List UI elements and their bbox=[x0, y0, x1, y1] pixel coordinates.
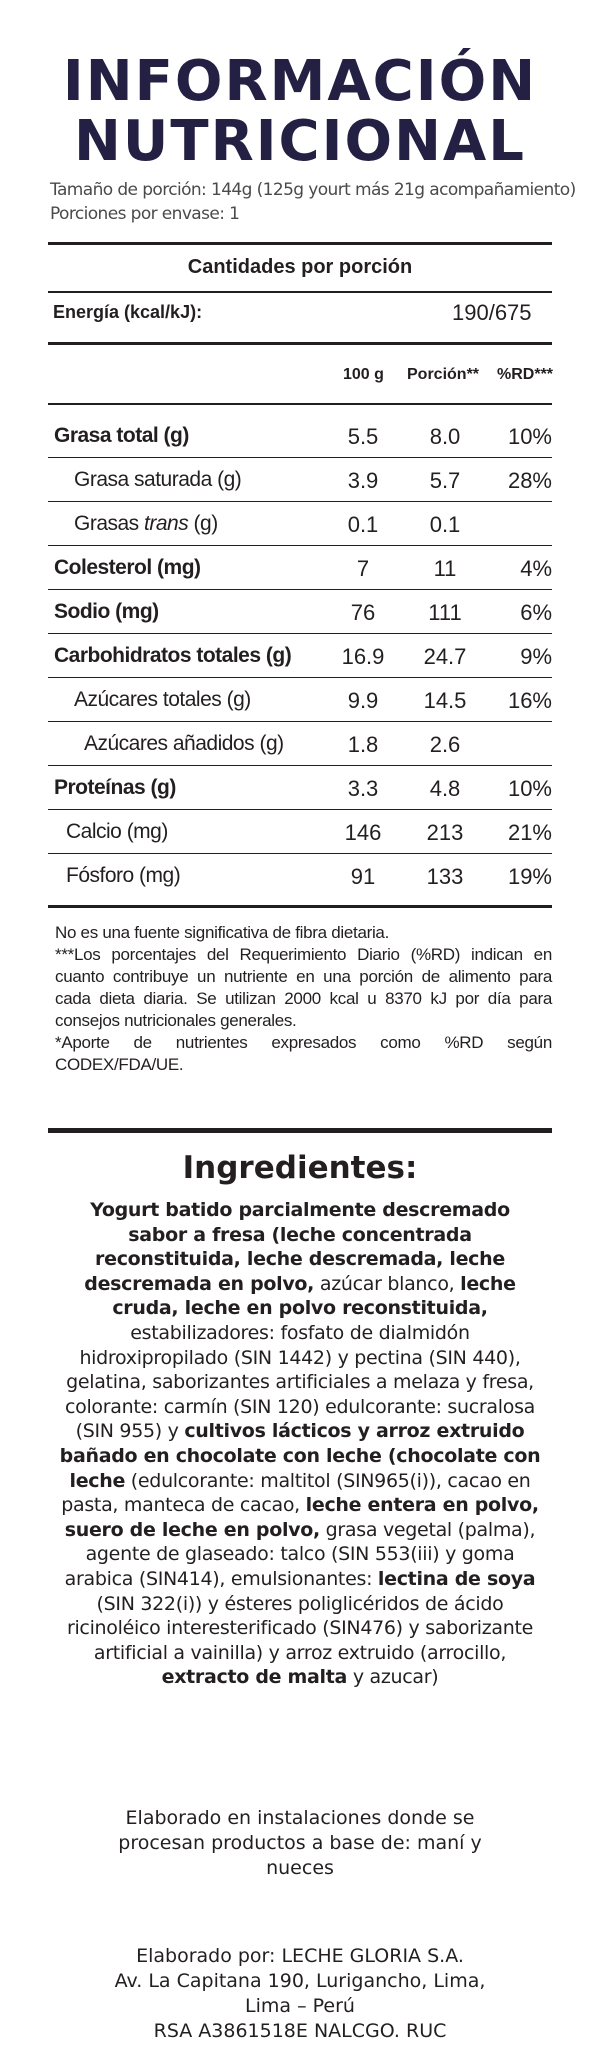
ingredient-highlight: cultivos lácticos y arroz extruido bañado en chocolate con leche (chocolate con leche bbox=[59, 1420, 541, 1492]
table-row bbox=[48, 590, 552, 634]
table-row bbox=[48, 678, 552, 722]
value-per-100g: 91 bbox=[350, 864, 376, 889]
value-per-100g: 9.9 bbox=[347, 688, 379, 713]
table-row bbox=[48, 634, 552, 678]
nutrient-label bbox=[74, 512, 218, 536]
title-line-1: INFORMACIÓN bbox=[62, 49, 538, 114]
ingredient-text: estabilizadores: fosfato de dialmidón hidroxipropilado (SIN 1442) y pectina (SIN 440), gelatina, saborizantes artificiales a melaza y fresa, colorante: carmín (SIN 120) edulcorante: sucralosa (SIN 955) y bbox=[64, 1321, 536, 1443]
page-title bbox=[0, 49, 600, 174]
ingredients-rule bbox=[48, 1128, 552, 1133]
column-header-portion: Porción** bbox=[407, 366, 480, 383]
table-row bbox=[48, 854, 552, 898]
panel-heading: Cantidades por porción bbox=[187, 256, 413, 278]
nutrient-label: Colesterol (mg) bbox=[54, 556, 201, 579]
footnote-fiber: No es una fuente significativa de fibra dietaria. bbox=[55, 923, 390, 942]
manufacturer-line-3: Lima – Perú bbox=[245, 1995, 355, 2017]
value-per-portion: 2.6 bbox=[429, 732, 461, 757]
nutrient-label-italic: trans bbox=[144, 512, 189, 535]
nutrient-label: Carbohidratos totales (g) bbox=[54, 644, 292, 667]
value-per-100g: 146 bbox=[344, 820, 382, 845]
top-rule bbox=[48, 242, 552, 245]
ingredients-title: Ingredientes: bbox=[182, 1150, 418, 1186]
table-row bbox=[48, 722, 552, 766]
column-header-100g: 100 g bbox=[343, 366, 384, 383]
value-per-portion: 8.0 bbox=[429, 424, 461, 449]
nutrient-label: Calcio (mg) bbox=[66, 820, 168, 843]
manufacturer-line-2: Av. La Capitana 190, Lurigancho, Lima, bbox=[114, 1970, 486, 1992]
serving-size: Tamaño de porción: 144g (125g yourt más 21g acompañamiento) bbox=[50, 180, 576, 200]
value-per-portion: 4.8 bbox=[429, 776, 461, 801]
ingredient-text: azúcar blanco, bbox=[314, 1272, 461, 1295]
ingredient-highlight: Yogurt batido parcialmente descremado sabor a fresa (leche concentrada reconstituida, leche descremada, leche descremada en polvo, bbox=[84, 1199, 510, 1295]
allergen-notice: Elaborado en instalaciones donde se procesan productos a base de: maní y nueces bbox=[118, 1807, 482, 1879]
value-rd-percent: 4% bbox=[520, 556, 552, 581]
value-per-portion: 14.5 bbox=[423, 688, 467, 713]
servings-per-container: Porciones por envase: 1 bbox=[50, 204, 240, 224]
ingredient-highlight: leche entera en polvo, suero de leche en polvo, bbox=[64, 1494, 539, 1541]
table-row bbox=[48, 546, 552, 590]
value-per-portion: 24.7 bbox=[423, 644, 467, 669]
value-per-100g: 7 bbox=[356, 556, 370, 581]
nutrient-label: Grasa total (g) bbox=[54, 424, 189, 447]
value-rd-percent: 6% bbox=[520, 600, 552, 625]
ingredient-text: (SIN 322(i)) y ésteres poliglicéridos de ácido ricinoléico interesterificado (SIN476) y saborizante artificial a vainilla) y arroz extruido (arrocillo, bbox=[66, 1592, 534, 1664]
value-per-portion: 0.1 bbox=[429, 512, 461, 537]
value-per-100g: 3.3 bbox=[347, 776, 379, 801]
footnote-rd: ***Los porcentajes del Requerimiento Diario (%RD) indican en cuanto contribuye un nutriente en una porción de alimento para cada dieta diaria. Se utilizan 2000 kcal u 8370 kJ por día para consejos nutricionales generales. bbox=[55, 945, 552, 1030]
value-per-100g: 3.9 bbox=[347, 468, 379, 493]
value-rd-percent: 10% bbox=[507, 424, 552, 449]
table-bottom-rule bbox=[48, 905, 552, 908]
value-rd-percent: 28% bbox=[507, 468, 552, 493]
value-per-100g: 1.8 bbox=[347, 732, 379, 757]
value-per-portion: 5.7 bbox=[429, 468, 461, 493]
nutrient-label: Sodio (mg) bbox=[54, 600, 159, 623]
ingredient-highlight: leche cruda, leche en polvo reconstituida, bbox=[112, 1272, 516, 1320]
nutrient-label-part: (g) bbox=[188, 512, 218, 535]
table-row bbox=[48, 414, 552, 458]
energy-rule bbox=[48, 342, 552, 345]
energy-value: 190/675 bbox=[452, 300, 532, 325]
nutrient-label: Azúcares añadidos (g) bbox=[84, 732, 284, 755]
table-row bbox=[48, 766, 552, 810]
value-per-portion: 133 bbox=[426, 864, 464, 889]
table-row bbox=[48, 810, 552, 854]
manufacturer-line-1: Elaborado por: LECHE GLORIA S.A. bbox=[136, 1945, 464, 1967]
nutrient-label: Fósforo (mg) bbox=[66, 864, 181, 887]
footnote-codex: *Aporte de nutrientes expresados como %RD según CODEX/FDA/UE. bbox=[55, 1033, 552, 1074]
value-per-portion: 213 bbox=[426, 820, 464, 845]
manufacturer-info bbox=[100, 1944, 500, 2044]
value-rd-percent: 9% bbox=[520, 644, 552, 669]
value-per-100g: 76 bbox=[350, 600, 376, 625]
ingredient-text: (edulcorante: maltitol (SIN965(i)), cacao en pasta, manteca de cacao, bbox=[61, 1469, 531, 1517]
value-per-portion: 111 bbox=[428, 600, 462, 625]
value-rd-percent: 21% bbox=[507, 820, 552, 845]
value-rd-percent: 10% bbox=[507, 776, 552, 801]
heading-rule bbox=[48, 291, 552, 293]
table-row bbox=[48, 458, 552, 502]
footnotes bbox=[55, 922, 552, 1076]
ingredient-text: y azucar) bbox=[347, 1666, 439, 1689]
column-header-rd: %RD*** bbox=[497, 366, 554, 383]
serving-info bbox=[50, 178, 590, 226]
ingredient-text: grasa vegetal (palma), agente de glaseado: talco (SIN 553(iii) y goma arabica (SIN414), emulsionantes: bbox=[64, 1518, 536, 1590]
value-per-portion: 11 bbox=[433, 556, 457, 581]
ingredient-highlight: extracto de malta bbox=[161, 1666, 348, 1689]
table-row bbox=[48, 502, 552, 546]
nutrient-label: Azúcares totales (g) bbox=[74, 688, 251, 711]
energy-label: Energía (kcal/kJ): bbox=[53, 302, 203, 322]
ingredients-text bbox=[58, 1198, 542, 1690]
value-rd-percent: 19% bbox=[507, 864, 552, 889]
value-per-100g: 5.5 bbox=[347, 424, 379, 449]
nutrient-label: Grasa saturada (g) bbox=[74, 468, 242, 491]
title-line-2: NUTRICIONAL bbox=[74, 109, 526, 174]
ingredient-highlight: lectina de soya bbox=[377, 1567, 536, 1590]
value-per-100g: 0.1 bbox=[347, 512, 379, 537]
value-per-100g: 16.9 bbox=[341, 644, 385, 669]
value-rd-percent: 16% bbox=[507, 688, 552, 713]
columns-rule bbox=[48, 403, 552, 405]
manufacturer-line-4: RSA A3861518E NALCGO. RUC bbox=[153, 2020, 447, 2042]
nutrient-label-part: Grasas bbox=[74, 512, 145, 535]
nutrient-label: Proteínas (g) bbox=[54, 776, 176, 799]
